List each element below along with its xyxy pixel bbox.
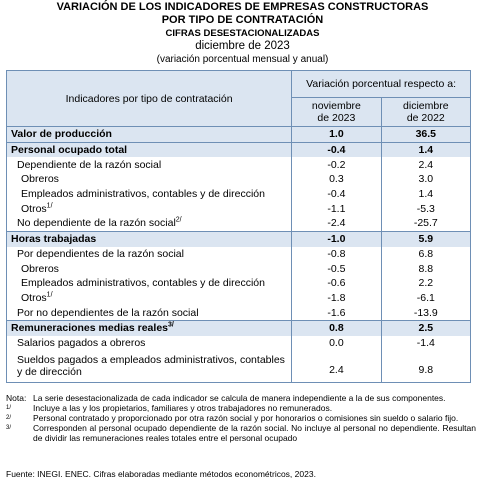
row-nov-value: 1.0 <box>292 127 381 143</box>
table-row <box>7 336 471 351</box>
row-label: Empleados administrativos, contables y de dirección <box>7 187 292 202</box>
unit-label: (variación porcentual mensual y anual) <box>156 54 329 65</box>
table-row <box>7 187 471 202</box>
row-nov-value: -1.0 <box>292 231 381 246</box>
note-key: 1/ <box>6 405 12 411</box>
table-row <box>7 276 471 291</box>
footnote-ref: 2/ <box>175 216 182 224</box>
source-note: Fuente: INEGI. ENEC. Cifras elaboradas mediante métodos econométricos, 2023. <box>6 469 316 479</box>
row-nov-value: -0.5 <box>292 261 381 276</box>
row-dic-value: -25.7 <box>381 216 470 231</box>
main-title: VARIACIÓN DE LOS INDICADORES DE EMPRESAS CONSTRUCTORAS <box>56 1 429 13</box>
row-label: Sueldos pagados a empleados administrativos, contables y de dirección <box>7 350 292 383</box>
row-label: Otros$^{1/}$ <box>7 201 292 216</box>
table-row <box>7 231 471 246</box>
row-nov-value: 0.8 <box>292 320 381 335</box>
header-variation: Variación porcentual respecto a: <box>292 71 471 98</box>
row-label: Obreros <box>7 172 292 187</box>
table-row <box>7 201 471 216</box>
footnote-ref: 1/ <box>46 202 53 210</box>
row-dic-value: 2.2 <box>381 276 470 291</box>
note-item <box>6 393 476 403</box>
header-col-nov-line1: noviembre <box>311 100 361 112</box>
row-label: Otros$^{1/}$ <box>7 291 292 306</box>
row-nov-value: -1.6 <box>292 305 381 320</box>
series-label: CIFRAS DESESTACIONALIZADAS <box>165 28 320 39</box>
period-label: diciembre de 2023 <box>195 40 290 52</box>
footnotes <box>6 393 476 443</box>
row-dic-value: 9.8 <box>381 350 470 383</box>
header-col-nov-line2: de 2023 <box>317 112 356 124</box>
row-nov-value: -2.4 <box>292 216 381 231</box>
row-nov-value: 0.3 <box>292 172 381 187</box>
footnote-ref: 1/ <box>46 291 53 299</box>
table-row <box>7 247 471 262</box>
title-block <box>0 0 485 66</box>
row-dic-value: 1.4 <box>381 142 470 157</box>
row-dic-value: -1.4 <box>381 336 470 351</box>
table-row <box>7 350 471 383</box>
row-label: Horas trabajadas <box>7 231 292 246</box>
table-row <box>7 291 471 306</box>
note-text: Corresponden al personal ocupado dependiente de la razón social. No incluye al personal no dependiente. Resultan de dividir las remuneraciones reales totales entre el personal ocupado <box>33 423 476 443</box>
row-dic-value: 8.8 <box>381 261 470 276</box>
header-col-dic <box>381 98 470 127</box>
row-nov-value: -0.6 <box>292 276 381 291</box>
note-text: La serie desestacionalizada de cada indicador se calcula de manera independiente a la de sus componentes. <box>33 393 446 403</box>
table-row <box>7 127 471 143</box>
table-row <box>7 305 471 320</box>
row-nov-value: -0.8 <box>292 247 381 262</box>
note-key: Nota: <box>6 393 27 403</box>
header-indicators: Indicadores por tipo de contratación <box>7 71 292 127</box>
table-row <box>7 157 471 172</box>
row-dic-value: 6.8 <box>381 247 470 262</box>
table-row <box>7 261 471 276</box>
note-item <box>6 403 476 413</box>
header-col-dic-line1: diciembre <box>403 100 449 112</box>
row-label: Remuneraciones medias reales$^{3/}$ <box>7 320 292 335</box>
row-dic-value: 3.0 <box>381 172 470 187</box>
table-row <box>7 216 471 231</box>
footnote-ref: 3/ <box>168 321 174 329</box>
row-dic-value: 2.5 <box>381 320 470 335</box>
row-dic-value: 2.4 <box>381 157 470 172</box>
row-dic-value: 36.5 <box>381 127 470 143</box>
row-dic-value: 1.4 <box>381 187 470 202</box>
row-label: No dependiente de la razón social$^{2/}$ <box>7 216 292 231</box>
table-row <box>7 172 471 187</box>
note-key: 3/ <box>6 425 12 431</box>
row-nov-value: 2.4 <box>292 350 381 383</box>
row-dic-value: -5.3 <box>381 201 470 216</box>
header-col-dic-line2: de 2022 <box>406 112 445 124</box>
row-label: Por no dependientes de la razón social <box>7 305 292 320</box>
note-key: 2/ <box>6 415 12 421</box>
row-label: Empleados administrativos, contables y de dirección <box>7 276 292 291</box>
row-label: Salarios pagados a obreros <box>7 336 292 351</box>
row-nov-value: -0.4 <box>292 142 381 157</box>
row-nov-value: 0.0 <box>292 336 381 351</box>
row-label: Obreros <box>7 261 292 276</box>
table-row <box>7 320 471 335</box>
indicators-table <box>6 70 471 383</box>
note-item <box>6 423 476 443</box>
header-col-nov <box>292 98 381 127</box>
row-nov-value: -1.1 <box>292 201 381 216</box>
note-text: Incluye a las y los propietarios, familiares y otros trabajadores no remunerados. <box>33 403 333 413</box>
row-label: Dependiente de la razón social <box>7 157 292 172</box>
row-nov-value: -0.2 <box>292 157 381 172</box>
row-nov-value: -0.4 <box>292 187 381 202</box>
row-dic-value: 5.9 <box>381 231 470 246</box>
row-label: Por dependientes de la razón social <box>7 247 292 262</box>
row-label: Personal ocupado total <box>7 142 292 157</box>
row-nov-value: -1.8 <box>292 291 381 306</box>
note-text: Personal contratado y proporcionado por otra razón social y por honorarios o comisiones sin sueldo o salario fijo. <box>33 413 459 423</box>
row-label: Valor de producción <box>7 127 292 143</box>
table-row <box>7 142 471 157</box>
row-dic-value: -13.9 <box>381 305 470 320</box>
note-item <box>6 413 476 423</box>
sub-title: POR TIPO DE CONTRATACIÓN <box>161 14 324 26</box>
row-dic-value: -6.1 <box>381 291 470 306</box>
